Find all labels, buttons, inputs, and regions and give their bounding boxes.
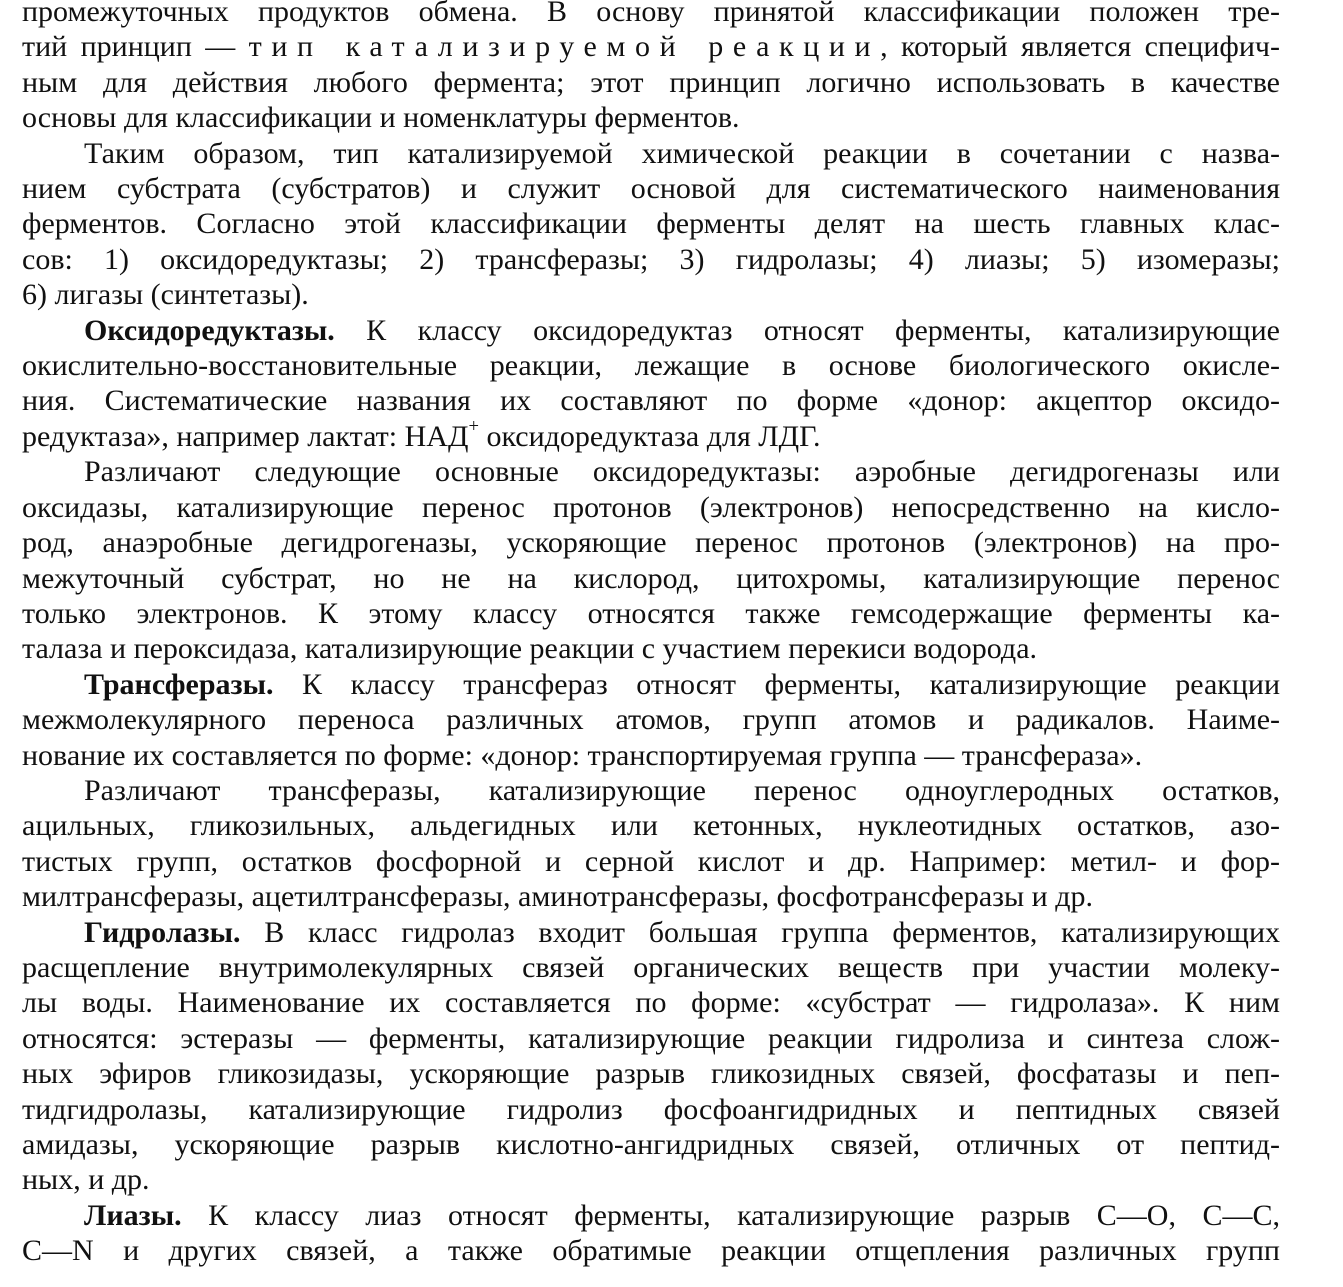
text-line: ферментов. Согласно этой классификации ферменты делят на шесть главных клас- — [22, 207, 1280, 241]
text-line — [22, 313, 1280, 348]
text-line — [22, 667, 1280, 702]
section-heading-hydrolases: Гидролазы. — [84, 915, 241, 949]
text-run: В класс гидролаз входит большая группа ферментов, катализирующих — [240, 915, 1280, 949]
text-line — [22, 915, 1280, 950]
text-line: межуточный субстрат, но не на кислород, цитохромы, катализирующие перенос — [22, 561, 1280, 595]
text-run: К классу лиаз относят ферменты, катализирующие разрыв С—О, С—С, — [181, 1198, 1280, 1232]
text-run: К классу оксидоредуктаз относят ферменты, катализирующие — [334, 313, 1280, 347]
text-line: ным для действия любого фермента; этот принцип логично использовать в качестве — [22, 65, 1280, 99]
text-line: С—N и других связей, а также обратимые реакции отщепления различных групп — [22, 1234, 1280, 1268]
emphasis-spaced: тип катализируемой реакции — [248, 30, 881, 64]
text-line: оксидазы, катализирующие перенос протонов (электронов) непосредственно на кисло- — [22, 490, 1280, 524]
text-run: К классу трансфераз относят ферменты, катализирующие реакции — [273, 667, 1280, 701]
text-line: Различают трансферазы, катализирующие перенос одноуглеродных остатков, — [84, 773, 1280, 807]
text-line: расщепление внутримолекулярных связей органических веществ при участии молеку- — [22, 950, 1280, 984]
section-heading-oxidoreductases: Оксидоредуктазы. — [84, 313, 335, 347]
section-heading-transferases: Трансферазы. — [84, 667, 274, 701]
text-line: амидазы, ускоряющие разрыв кислотно-ангидридных связей, отличных от пептид- — [22, 1128, 1280, 1161]
text-line: ных эфиров гликозидазы, ускоряющие разрыв гликозидных связей, фосфатазы и пеп- — [22, 1057, 1280, 1091]
text-run: оксидоредуктаза для ЛДГ. — [478, 419, 821, 453]
paragraph-4 — [22, 454, 1280, 666]
text-line: тистых групп, остатков фосфорной и серной кислот и др. Например: метил- и фор- — [22, 844, 1280, 878]
text-line: нование их составляется по форме: «донор: транспортируемая группа — трансфераза». — [22, 738, 1143, 772]
text-line: лы воды. Наименование их составляется по форме: «субстрат — гидролаза». К ним — [22, 986, 1280, 1020]
paragraph-hydrolases — [22, 915, 1280, 1198]
text-run: редуктаза», например лактат: НАД — [22, 419, 469, 453]
text-line: ацильных, гликозильных, альдегидных или кетонных, нуклеотидных остатков, азо- — [22, 809, 1280, 843]
paragraph-oxidoreductases — [22, 313, 1280, 455]
text-line: Различают следующие основные оксидоредуктазы: аэробные дегидрогеназы или — [84, 455, 1280, 489]
paragraph-2 — [22, 136, 1280, 313]
section-heading-lyases: Лиазы. — [84, 1198, 182, 1232]
text-line: только электронов. К этому классу относятся также гемсодержащие ферменты ка- — [22, 596, 1280, 630]
text-line — [22, 1198, 1280, 1233]
text-line: 6) лигазы (синтетазы). — [22, 278, 309, 312]
paragraph-1 — [22, 0, 1280, 136]
text-line: основы для классификации и номенклатуры ферментов. — [22, 101, 740, 135]
text-line: тий принцип — тип катализируемой реакции, который является специфич- — [22, 30, 1280, 64]
text-line: Таким образом, тип катализируемой химической реакции в сочетании с назва- — [84, 136, 1280, 170]
text-line: милтрансферазы, ацетилтрансферазы, аминотрансферазы, фосфотрансферазы и др. — [22, 880, 1093, 914]
text-line: окислительно-восстановительные реакции, лежащие в основе биологического окисле- — [22, 349, 1280, 383]
superscript: + — [468, 416, 479, 438]
text-line: ных, и др. — [22, 1163, 150, 1197]
text-line: промежуточных продуктов обмена. В основу принятой классификации положен тре- — [22, 0, 1280, 28]
paragraph-6 — [22, 773, 1280, 915]
text-line: тидгидролазы, катализирующие гидролиз фосфоангидридных и пептидных связей — [22, 1092, 1280, 1126]
text-line: род, анаэробные дегидрогеназы, ускоряющие перенос протонов (электронов) на про- — [22, 526, 1280, 560]
text-line: нием субстрата (субстратов) и служит основой для систематического наименования — [22, 172, 1280, 206]
text-line: сов: 1) оксидоредуктазы; 2) трансферазы; 3) гидролазы; 4) лиазы; 5) изомеразы; — [22, 242, 1280, 276]
paragraph-transferases — [22, 667, 1280, 773]
paragraph-lyases — [22, 1198, 1280, 1269]
text-line: талаза и пероксидаза, катализирующие реакции с участием перекиси водорода. — [22, 632, 1038, 666]
text-line: межмолекулярного переноса различных атомов, групп атомов и радикалов. Наиме- — [22, 703, 1280, 737]
text-line: относятся: эстеразы — ферменты, катализирующие реакции гидролиза и синтеза слож- — [22, 1021, 1280, 1055]
text-body — [22, 0, 1280, 1269]
text-line: ния. Систематические названия их составляют по форме «донор: акцептор оксидо- — [22, 384, 1280, 418]
text-line — [22, 416, 1280, 454]
